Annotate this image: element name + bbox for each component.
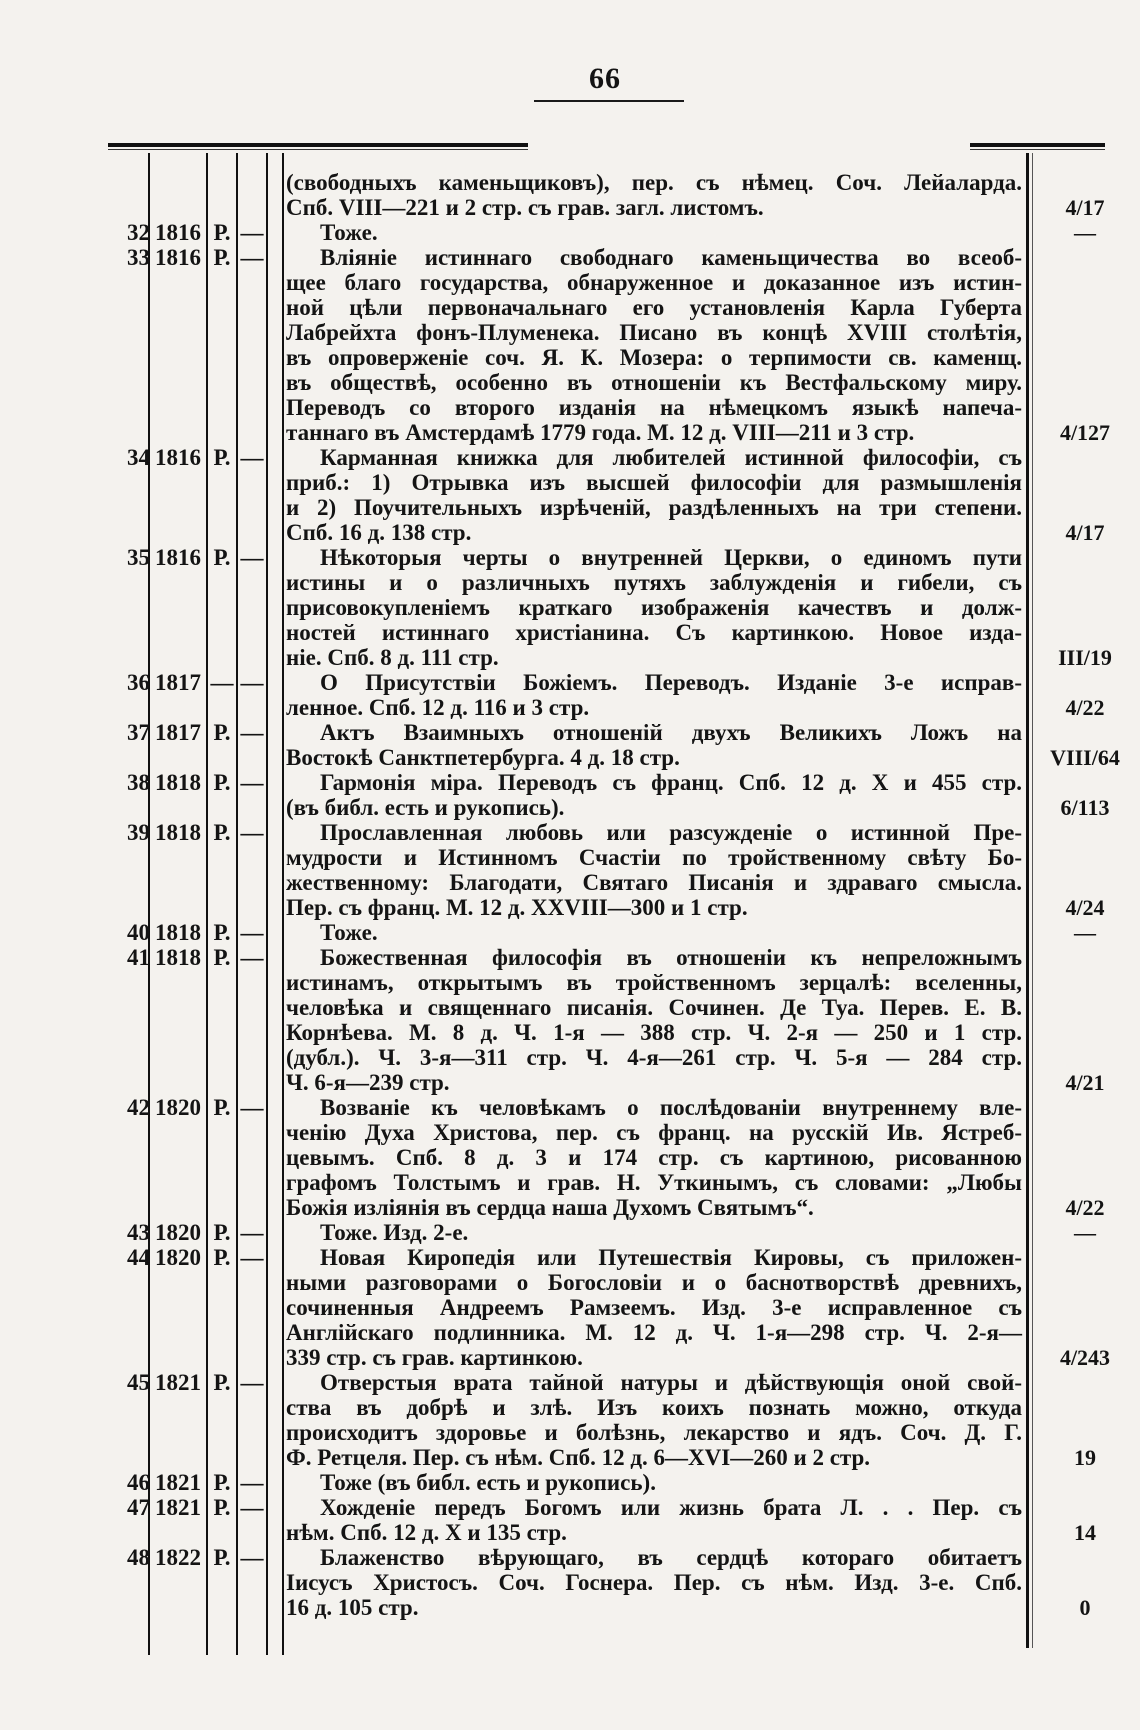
- entry-number: 38: [127, 770, 150, 795]
- entry-language: Р.: [213, 920, 231, 945]
- entry-line: Спб. 16 д. 138 стр.: [286, 520, 472, 545]
- entry-line: мудрости и Истинномъ Счастіи по тройственному свѣту Бо-: [286, 845, 1022, 870]
- entry-line: ными разговорами о Богословіи и о баснотворствѣ древнихъ,: [286, 1270, 1022, 1295]
- entry-number: 35: [127, 545, 150, 570]
- entry-year: 1821: [155, 1370, 201, 1395]
- entry-line: Спб. VIII—221 и 2 стр. съ грав. загл. листомъ.: [286, 195, 764, 220]
- entry-number: 36: [127, 670, 150, 695]
- entry-line: Тоже.: [320, 920, 378, 945]
- entry-language: Р.: [213, 820, 231, 845]
- margin-shelfmark: 4/24: [1065, 895, 1105, 920]
- entry-line: ностей истиннаго христіанина. Съ картинкою. Новое изда-: [286, 620, 1022, 645]
- entry-description: [286, 545, 1022, 670]
- header-rule-left: [108, 143, 528, 147]
- entry-year: 1816: [155, 445, 201, 470]
- entry-line: Отверстыя врата тайной натуры и дѣйствующія оной свой-: [320, 1370, 1022, 1395]
- margin-shelfmark: 4/17: [1065, 195, 1105, 220]
- column-rule-margin: [1026, 153, 1029, 1648]
- entry-description: [286, 1370, 1022, 1470]
- entry-line: приб.: 1) Отрывка изъ высшей философіи для размышленія: [286, 470, 1022, 495]
- entry-line: жественному: Благодати, Святаго Писанія и здраваго смысла.: [286, 870, 1022, 895]
- entry-number: 43: [127, 1220, 150, 1245]
- margin-shelfmark: 4/22: [1065, 695, 1105, 720]
- entry-line: Англійскаго подлинника. М. 12 д. Ч. 1-я—298 стр. Ч. 2-я—: [286, 1320, 1022, 1345]
- entry-description: [286, 220, 1022, 245]
- column-rule-margin-thin: [1032, 153, 1033, 1648]
- entry-language: Р.: [213, 1495, 231, 1520]
- entry-line: сочиненныя Андреемъ Рамзеемъ. Изд. 3-е исправленное съ: [286, 1295, 1022, 1320]
- entry-year: 1818: [155, 820, 201, 845]
- entry-line: щее благо государства, обнаруженное и доказанное изъ истин-: [286, 270, 1022, 295]
- entry-line: происходитъ здоровье и болѣзнь, лекарство и ядъ. Соч. Д. Г.: [286, 1420, 1022, 1445]
- margin-shelfmark: 14: [1074, 1520, 1096, 1545]
- entry-line: Карманная книжка для любителей истинной философіи, съ: [320, 445, 1022, 470]
- entry-year: 1821: [155, 1495, 201, 1520]
- entry-dash: —: [240, 545, 264, 570]
- entry-dash: —: [240, 1245, 264, 1270]
- margin-shelfmark: 4/22: [1065, 1195, 1105, 1220]
- entry-year: 1818: [155, 770, 201, 795]
- page-number-rule: [534, 100, 684, 102]
- entry-year: 1822: [155, 1545, 201, 1570]
- entry-line: Тоже (въ библ. есть и рукопись).: [320, 1470, 656, 1495]
- entry-line: въ опроверженіе соч. Я. К. Мозера: о терпимости св. каменщ.: [286, 345, 1022, 370]
- header-rule-right-thin: [970, 149, 1105, 150]
- entry-language: Р.: [213, 220, 231, 245]
- entry-number: 41: [127, 945, 150, 970]
- entry-line: Тоже. Изд. 2-е.: [320, 1220, 469, 1245]
- entry-line: человѣка и священнаго писанія. Сочинен. Де Туа. Перев. Е. В.: [286, 995, 1022, 1020]
- entry-language: Р.: [213, 1220, 231, 1245]
- entry-line: Іисусъ Христосъ. Соч. Госнера. Пер. съ нѣм. Изд. 3-е. Спб.: [286, 1570, 1022, 1595]
- entry-description: [286, 670, 1022, 720]
- entry-year: 1820: [155, 1095, 201, 1120]
- entry-description: [286, 720, 1022, 770]
- entry-dash: —: [240, 820, 264, 845]
- entry-line: цевымъ. Спб. 8 д. 3 и 174 стр. съ картиною, рисованною: [286, 1145, 1022, 1170]
- entry-number: 39: [127, 820, 150, 845]
- entry-line: Прославленная любовь или разсужденіе о истинной Пре-: [320, 820, 1022, 845]
- entry-line: (въ библ. есть и рукопись).: [286, 795, 565, 820]
- header-rule-right: [970, 143, 1105, 147]
- entry-number: 40: [127, 920, 150, 945]
- entry-line: ной цѣли первоначальнаго его установленія Карла Губерта: [286, 295, 1022, 320]
- entry-line: Хожденіе передъ Богомъ или жизнь брата Л. . . Пер. съ: [320, 1495, 1022, 1520]
- entry-line: графомъ Толстымъ и грав. Н. Уткинымъ, съ словами: „Любы: [286, 1170, 1022, 1195]
- entry-description: [286, 1470, 1022, 1495]
- margin-shelfmark: 4/243: [1059, 1345, 1111, 1370]
- entry-line: Гармонія міра. Переводъ съ франц. Спб. 12 д. X и 455 стр.: [320, 770, 1022, 795]
- entry-dash: —: [240, 220, 264, 245]
- entry-year: 1816: [155, 245, 201, 270]
- entry-description: [286, 770, 1022, 820]
- entry-line: Корнѣева. М. 8 д. Ч. 1-я — 388 стр. Ч. 2-я — 250 и 1 стр.: [286, 1020, 1022, 1045]
- margin-shelfmark: —: [1074, 220, 1096, 245]
- entry-language: Р.: [213, 245, 231, 270]
- entry-line: истины и о различныхъ путяхъ заблужденія и гибели, съ: [286, 570, 1022, 595]
- entry-line: присовокупленіемъ краткаго изображенія качествъ и долж-: [286, 595, 1022, 620]
- entry-line: Божія излiянія въ сердца наша Духомъ Святымъ“.: [286, 1195, 814, 1220]
- margin-shelfmark: III/19: [1058, 645, 1112, 670]
- entry-dash: —: [240, 1470, 264, 1495]
- margin-shelfmark: —: [1074, 1220, 1096, 1245]
- entry-year: 1820: [155, 1220, 201, 1245]
- margin-shelfmark: 6/113: [1060, 795, 1110, 820]
- entry-number: 37: [127, 720, 150, 745]
- entry-year: 1818: [155, 920, 201, 945]
- entry-line: ченію Духа Христова, пер. съ франц. на русскій Ив. Ястреб-: [286, 1120, 1022, 1145]
- entry-description: [286, 245, 1022, 445]
- entry-line: Востокѣ Санктпетербурга. 4 д. 18 стр.: [286, 745, 680, 770]
- page-number: 66: [589, 62, 621, 95]
- entry-dash: —: [240, 1095, 264, 1120]
- entry-line: ленное. Спб. 12 д. 116 и 3 стр.: [286, 695, 590, 720]
- margin-shelfmark: 19: [1074, 1445, 1096, 1470]
- entry-line: Блаженство вѣрующаго, въ сердцѣ котораго обитаетъ: [320, 1545, 1022, 1570]
- entry-description: [286, 945, 1022, 1095]
- entry-year: 1818: [155, 945, 201, 970]
- margin-shelfmark: 0: [1079, 1595, 1091, 1620]
- entry-year: 1817: [155, 720, 201, 745]
- entry-line: ства въ добрѣ и злѣ. Изъ коихъ познать можно, откуда: [286, 1395, 1022, 1420]
- entry-dash: —: [240, 445, 264, 470]
- entry-number: 47: [127, 1495, 150, 1520]
- entry-dash: —: [240, 770, 264, 795]
- entry-number: 44: [127, 1245, 150, 1270]
- entry-dash: —: [240, 945, 264, 970]
- entry-line: Лабрейхта фонъ-Плуменека. Писано въ концѣ XVIII столѣтія,: [286, 320, 1022, 345]
- entry-line: 16 д. 105 стр.: [286, 1595, 419, 1620]
- entry-number: 34: [127, 445, 150, 470]
- entry-line: нѣм. Спб. 12 д. X и 135 стр.: [286, 1520, 567, 1545]
- entry-dash: —: [240, 1545, 264, 1570]
- entry-year: 1816: [155, 220, 201, 245]
- entry-line: (дубл.). Ч. 3-я—311 стр. Ч. 4-я—261 стр. Ч. 5-я — 284 стр.: [286, 1045, 1022, 1070]
- margin-shelfmark: VIII/64: [1050, 745, 1120, 770]
- column-rule-year: [206, 153, 208, 1655]
- entry-number: 32: [127, 220, 150, 245]
- margin-shelfmark: 4/17: [1065, 520, 1105, 545]
- entry-line: Божественная философія въ отношеніи къ непреложнымъ: [320, 945, 1022, 970]
- entry-line: Пер. съ франц. М. 12 д. XXVIII—300 и 1 стр.: [286, 895, 748, 920]
- entry-line: ніе. Спб. 8 д. 111 стр.: [286, 645, 499, 670]
- entry-description: [286, 1095, 1022, 1220]
- entry-year: 1817: [155, 670, 201, 695]
- entry-dash: —: [240, 720, 264, 745]
- entry-dash: —: [240, 245, 264, 270]
- entry-dash: —: [240, 670, 264, 695]
- entry-year: 1816: [155, 545, 201, 570]
- entry-language: Р.: [213, 1470, 231, 1495]
- entry-dash: —: [240, 1370, 264, 1395]
- entry-language: Р.: [213, 720, 231, 745]
- entry-number: 33: [127, 245, 150, 270]
- entry-description: [286, 1545, 1022, 1620]
- entry-language: Р.: [213, 1370, 231, 1395]
- header-rule-left-thin: [108, 149, 528, 150]
- entry-line: Ф. Ретцеля. Пер. съ нѣм. Спб. 12 д. 6—XVI—260 и 2 стр.: [286, 1445, 871, 1470]
- entry-language: Р.: [213, 445, 231, 470]
- column-rule-number: [148, 153, 150, 1655]
- entry-description: [286, 445, 1022, 545]
- entry-description: [286, 1245, 1022, 1370]
- entry-line: въ обществѣ, особенно въ отношеніи къ Вестфальскому миру.: [286, 370, 1022, 395]
- entry-number: 42: [127, 1095, 150, 1120]
- entry-line: Возваніе къ человѣкамъ о послѣдованіи внутреннему вле-: [320, 1095, 1022, 1120]
- entry-line: таннаго въ Амстердамѣ 1779 года. М. 12 д. VIII—211 и 3 стр.: [286, 420, 915, 445]
- entry-line: О Присутствіи Божіемъ. Переводъ. Изданіе 3-е исправ-: [320, 670, 1022, 695]
- margin-shelfmark: 4/127: [1059, 420, 1111, 445]
- entry-language: Р.: [213, 1545, 231, 1570]
- column-rule-language: [236, 153, 238, 1655]
- margin-shelfmark: —: [1074, 920, 1096, 945]
- entry-language: Р.: [213, 945, 231, 970]
- entry-number: 48: [127, 1545, 150, 1570]
- entry-description: [286, 1220, 1022, 1245]
- entry-line: Тоже.: [320, 220, 378, 245]
- entry-line: Ч. 6-я—239 стр.: [286, 1070, 450, 1095]
- entry-line: и 2) Поучительныхъ изрѣченій, раздѣленныхъ на три степени.: [286, 495, 1022, 520]
- entry-description: [286, 1495, 1022, 1545]
- entry-number: 45: [127, 1370, 150, 1395]
- entry-language: Р.: [213, 770, 231, 795]
- entry-line: истинамъ, открытымъ въ тройственномъ зерцалѣ: вселенны,: [286, 970, 1022, 995]
- entry-year: 1820: [155, 1245, 201, 1270]
- entry-line: Переводъ со второго изданія на нѣмецкомъ языкѣ напеча-: [286, 395, 1022, 420]
- entry-line: Актъ Взаимныхъ отношеній двухъ Великихъ Ложъ на: [320, 720, 1022, 745]
- entry-line: Новая Киропедія или Путешествія Кировы, съ приложен-: [320, 1245, 1022, 1270]
- entry-language: Р.: [213, 1245, 231, 1270]
- entry-description: [286, 920, 1022, 945]
- column-rule-dash: [266, 153, 268, 1655]
- column-rule-dash-inner: [282, 153, 284, 1655]
- entry-language: Р.: [213, 545, 231, 570]
- entry-line: Нѣкоторыя черты о внутренней Церкви, о единомъ пути: [320, 545, 1022, 570]
- entry-number: 46: [127, 1470, 150, 1495]
- entry-dash: —: [240, 920, 264, 945]
- entry-line: (свободныхъ каменьщиковъ), пер. съ нѣмец. Соч. Лейаларда.: [286, 170, 1022, 195]
- entry-language: Р.: [213, 1095, 231, 1120]
- entry-description: [286, 820, 1022, 920]
- entry-dash: —: [240, 1220, 264, 1245]
- entry-dash: —: [240, 1495, 264, 1520]
- entry-year: 1821: [155, 1470, 201, 1495]
- entry-line: 339 стр. съ грав. картинкою.: [286, 1345, 583, 1370]
- entry-line: Вліяніе истиннаго свободнаго каменьщичества во всеоб-: [320, 245, 1022, 270]
- entry-language: —: [210, 670, 234, 695]
- entry-description: [286, 170, 1022, 220]
- margin-shelfmark: 4/21: [1065, 1070, 1105, 1095]
